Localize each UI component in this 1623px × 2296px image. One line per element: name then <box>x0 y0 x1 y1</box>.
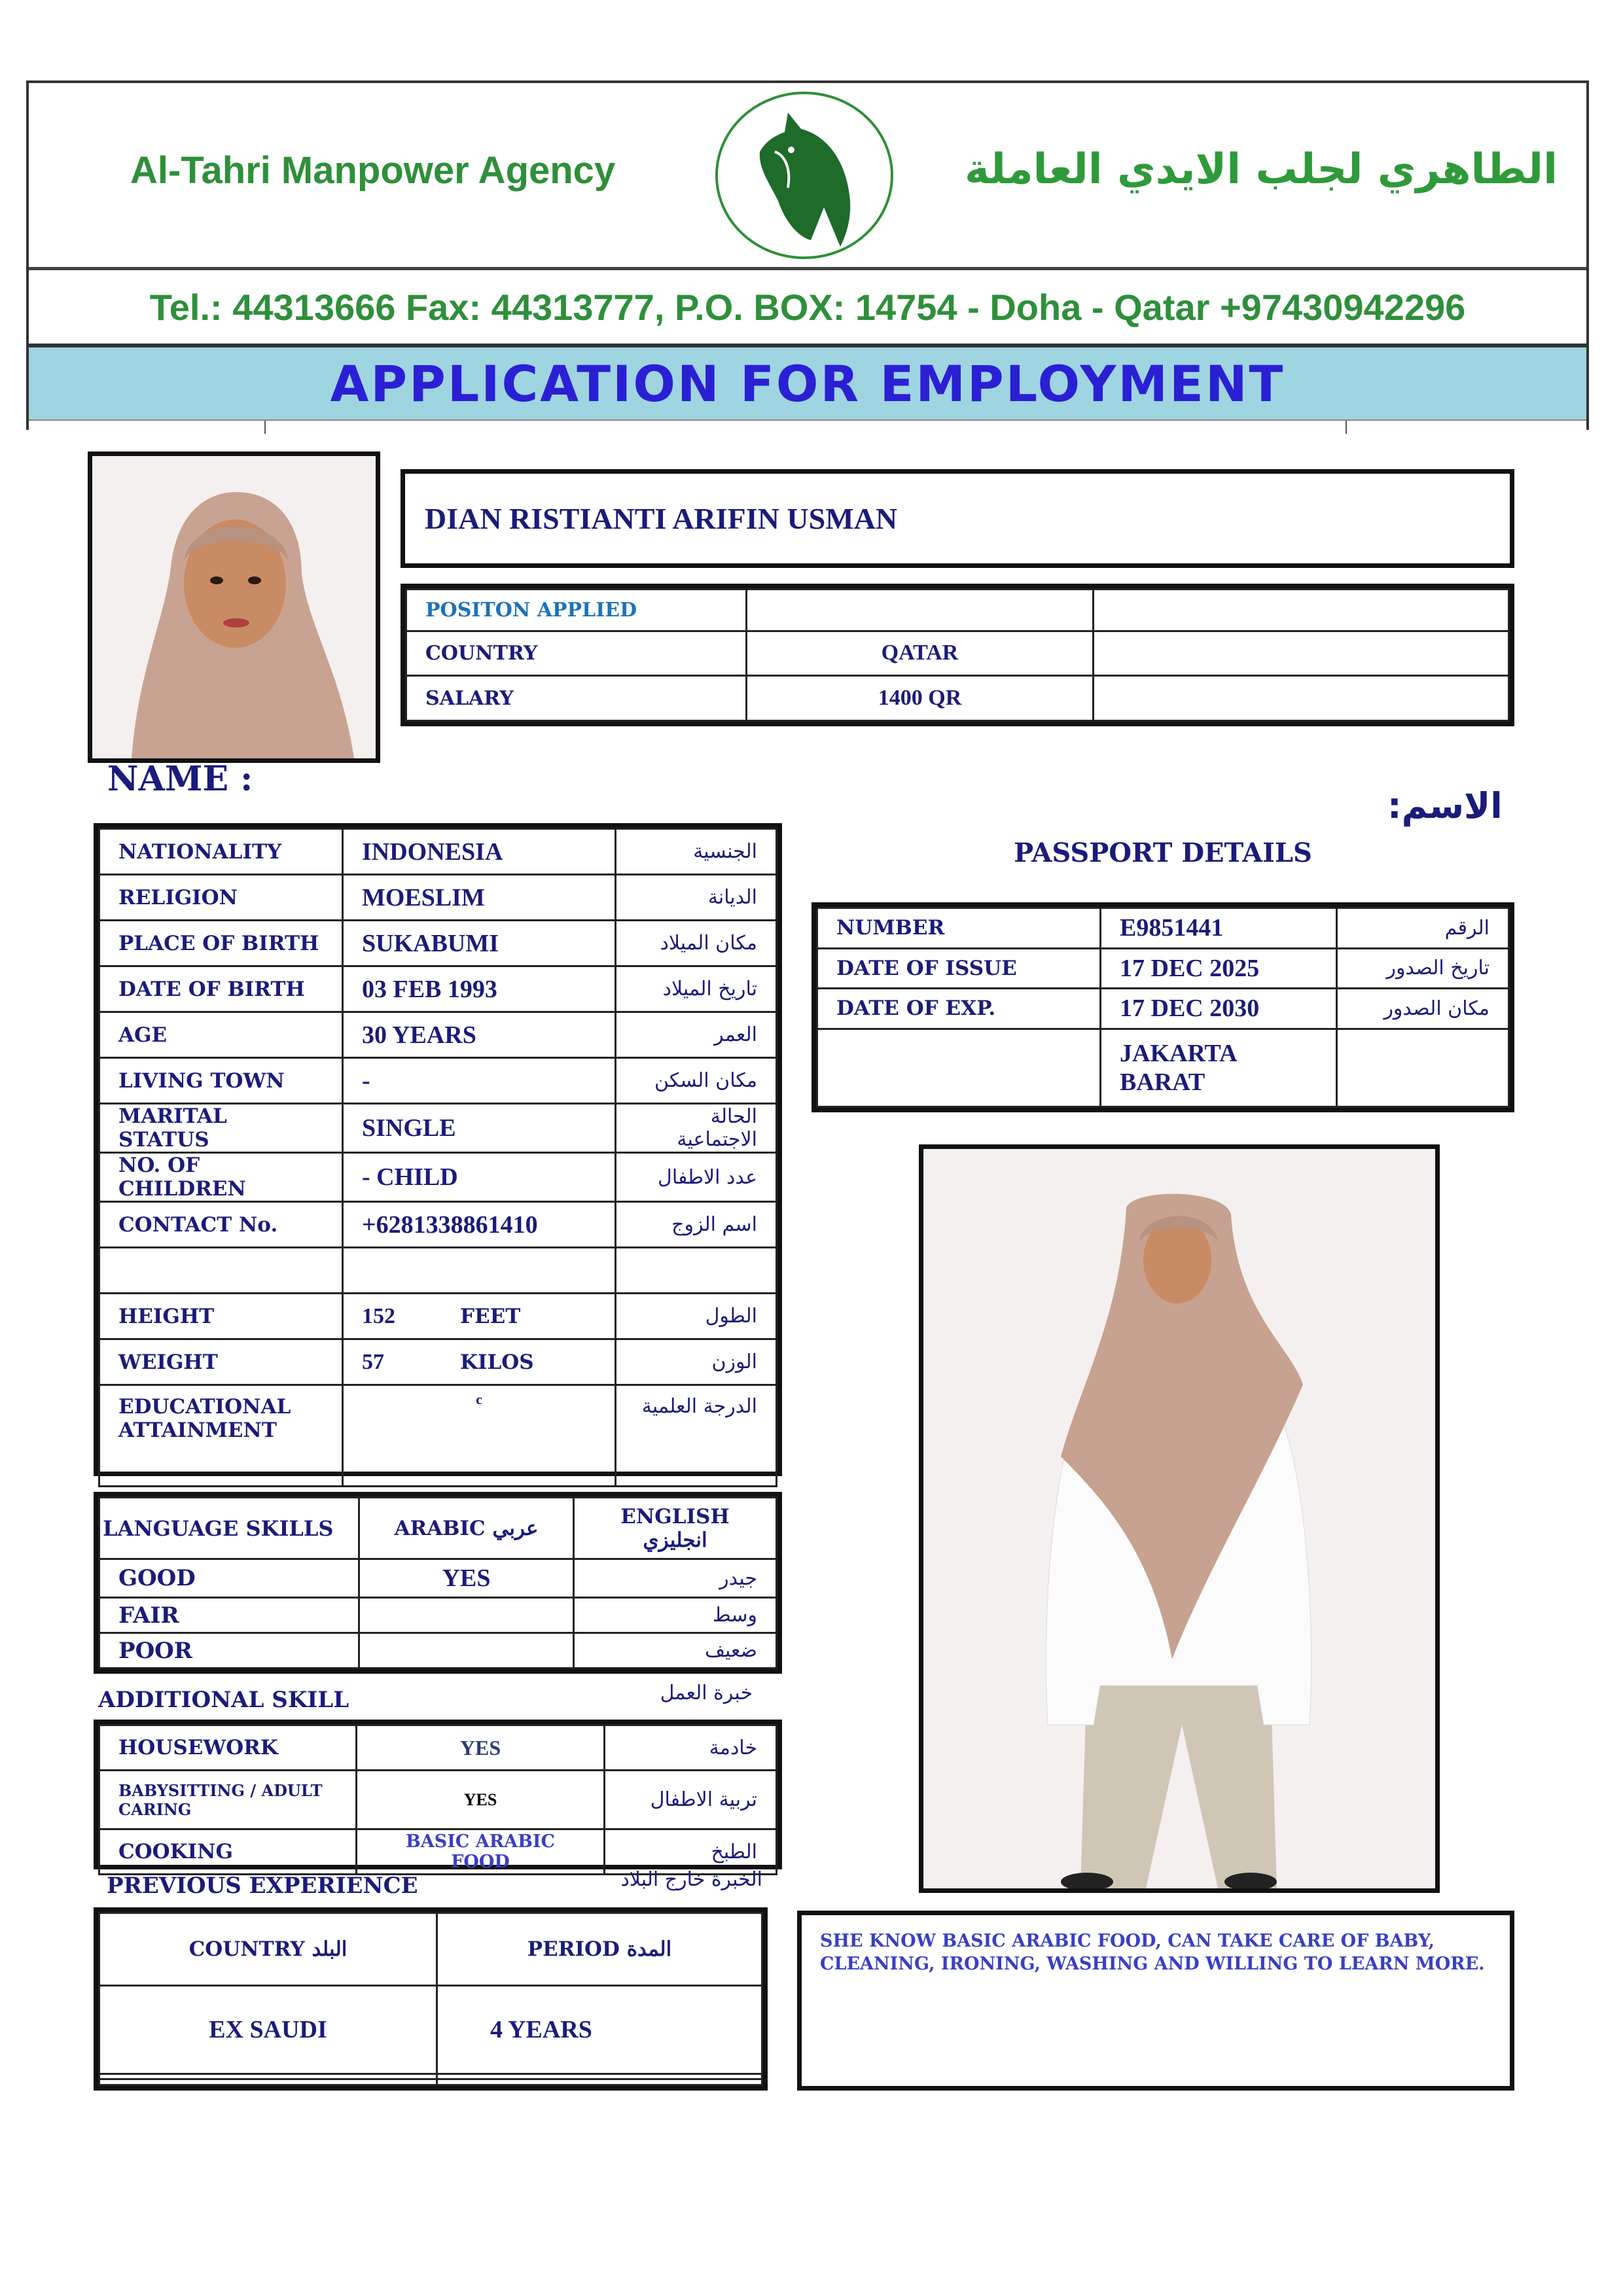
row-label: COOKING <box>99 1829 357 1875</box>
country-value <box>99 2074 437 2079</box>
row-label: NATIONALITY <box>99 829 343 875</box>
row-label: DATE OF EXP. <box>817 989 1101 1029</box>
row-label: WEIGHT <box>99 1339 343 1385</box>
table-row <box>99 1725 777 1771</box>
row-value: YES <box>357 1771 605 1829</box>
table-row <box>817 1029 1509 1106</box>
row-label-ar: اسم الزوج <box>616 1202 777 1248</box>
row-value: +6281338861410 <box>343 1202 616 1248</box>
position-table <box>401 584 1514 726</box>
country-header: COUNTRY البلد <box>99 1913 437 1986</box>
portrait-figure-icon <box>92 456 376 758</box>
period-value: 4 YEARS <box>437 1986 762 2074</box>
row-label-ar: الطول <box>616 1294 777 1339</box>
passport-details-title: PASSPORT DETAILS <box>1014 838 1312 868</box>
measure-value: 152 <box>362 1303 395 1328</box>
table-row <box>99 1498 777 1559</box>
period-header: PERIOD المدة <box>437 1913 762 1986</box>
row-label: GOOD <box>99 1559 359 1598</box>
table-row <box>817 989 1509 1029</box>
row-label-ar: الديانة <box>616 875 777 921</box>
passport-table <box>812 902 1514 1112</box>
row-label-ar: الرقم <box>1337 908 1509 949</box>
row-value: BASIC ARABIC FOOD <box>357 1829 605 1875</box>
row-label <box>817 1029 1101 1106</box>
row-label: HEIGHT <box>99 1294 343 1339</box>
row-label-ar: الدرجة العلمية <box>616 1385 777 1487</box>
row-label: PLACE OF BIRTH <box>99 921 343 966</box>
name-label-ar: الاسم: <box>1387 785 1503 826</box>
remarks-box <box>797 1911 1514 2091</box>
measure-unit: KILOS <box>460 1350 534 1374</box>
row-value: SUKABUMI <box>343 921 616 966</box>
row-label: DATE OF BIRTH <box>99 966 343 1012</box>
row-label-ar: الوزن <box>616 1339 777 1385</box>
row-value <box>343 1248 616 1294</box>
row-extra <box>1094 676 1509 721</box>
agency-name-en: Al-Tahri Manpower Agency <box>130 149 616 192</box>
row-label: DATE OF ISSUE <box>817 948 1101 989</box>
row-value: - <box>343 1058 616 1104</box>
table-row <box>99 829 777 875</box>
row-label-ar: وسط <box>574 1598 777 1633</box>
language-header-label: LANGUAGE SKILLS <box>99 1498 359 1559</box>
row-label-ar: تربية الاطفال <box>605 1771 777 1829</box>
row-label-ar: مكان الميلاد <box>616 921 777 966</box>
row-label: NO. OF CHILDREN <box>99 1153 343 1202</box>
table-row <box>406 631 1509 676</box>
row-value: - CHILD <box>343 1153 616 1202</box>
row-label: SALARY <box>406 676 747 721</box>
applicant-portrait-photo <box>88 451 380 763</box>
name-label: NAME : <box>107 759 253 799</box>
row-label: FAIR <box>99 1598 359 1633</box>
row-label: HOUSEWORK <box>99 1725 357 1771</box>
remarks-text: SHE KNOW BASIC ARABIC FOOD, CAN TAKE CARE OF BABY, CLEANING, IRONING, WASHING AND WILLING TO LEARN MORE. <box>820 1931 1485 1975</box>
table-row <box>99 1012 777 1058</box>
row-label-ar: الجنسية <box>616 829 777 875</box>
horse-logo-icon <box>713 90 896 261</box>
row-value: YES <box>357 1725 605 1771</box>
row-label: POOR <box>99 1633 359 1669</box>
full-body-figure-icon <box>923 1149 1435 1888</box>
table-row <box>99 2074 762 2079</box>
row-label-ar: مكان السكن <box>616 1058 777 1104</box>
form-title: APPLICATION FOR EMPLOYMENT <box>29 347 1586 419</box>
row-value: 17 DEC 2030 <box>1101 989 1337 1029</box>
measure-value: 57 <box>362 1349 384 1374</box>
table-row <box>99 1559 777 1598</box>
row-value: 03 FEB 1993 <box>343 966 616 1012</box>
row-label-ar: الطبخ <box>605 1829 777 1875</box>
row-value <box>747 590 1094 631</box>
table-row <box>99 1058 777 1104</box>
row-extra <box>1094 631 1509 676</box>
row-value: SINGLE <box>343 1104 616 1153</box>
table-row <box>406 590 1509 631</box>
row-label-ar: تاريخ الصدور <box>1337 948 1509 989</box>
language-header-english: ENGLISH انجليزي <box>574 1498 777 1559</box>
additional-skill-title-ar: خبرة العمل <box>660 1682 753 1704</box>
table-row <box>99 1104 777 1153</box>
previous-experience-title: PREVIOUS EXPERIENCE <box>107 1873 418 1899</box>
arabic-level-value <box>359 1633 574 1669</box>
table-row <box>99 1385 777 1487</box>
row-label-ar: جيدر <box>574 1559 777 1598</box>
table-row <box>99 1986 762 2074</box>
row-label-ar <box>616 1248 777 1294</box>
row-label: POSITON APPLIED <box>406 590 747 631</box>
row-value <box>343 1294 616 1339</box>
cropped-row-strip <box>29 419 1586 434</box>
additional-skill-title: ADDITIONAL SKILL <box>98 1687 349 1713</box>
table-row <box>99 921 777 966</box>
personal-details-table <box>94 823 782 1476</box>
row-value: INDONESIA <box>343 829 616 875</box>
row-extra <box>1094 590 1509 631</box>
table-row <box>99 1598 777 1633</box>
row-value: E9851441 <box>1101 908 1337 949</box>
row-label: MARITAL STATUS <box>99 1104 343 1153</box>
measure-unit: FEET <box>460 1304 521 1328</box>
additional-skills-table <box>94 1720 782 1872</box>
period-value <box>437 2074 762 2079</box>
row-label-ar: خادمة <box>605 1725 777 1771</box>
table-row <box>99 875 777 921</box>
row-value: MOESLIM <box>343 875 616 921</box>
row-value: 30 YEARS <box>343 1012 616 1058</box>
applicant-name-box <box>401 469 1514 568</box>
table-row <box>99 1248 777 1294</box>
row-label-ar <box>1337 1029 1509 1106</box>
row-label: COUNTRY <box>406 631 747 676</box>
row-label: EDUCATIONAL ATTAINMENT <box>99 1385 343 1487</box>
arabic-level-value <box>359 1598 574 1633</box>
table-row <box>817 948 1509 989</box>
period-value <box>437 2079 762 2085</box>
row-label-ar: تاريخ الميلاد <box>616 966 777 1012</box>
applicant-full-name: DIAN RISTIANTI ARIFIN USMAN <box>425 502 898 535</box>
table-row <box>99 1294 777 1339</box>
applicant-full-body-photo <box>919 1144 1440 1893</box>
row-label: BABYSITTING / ADULT CARING <box>99 1771 357 1829</box>
row-value: c <box>343 1385 616 1487</box>
table-row <box>99 1913 762 1986</box>
row-label-ar: الحالة الاجتماعية <box>616 1104 777 1153</box>
letterhead-logo-row <box>29 83 1586 270</box>
table-row <box>99 2079 762 2085</box>
letterhead <box>26 80 1589 430</box>
table-row <box>99 1202 777 1248</box>
row-label-ar: ضعيف <box>574 1633 777 1669</box>
table-row <box>99 1339 777 1385</box>
country-value <box>99 2079 437 2085</box>
row-value: JAKARTA BARAT <box>1101 1029 1337 1106</box>
table-row <box>99 1771 777 1829</box>
row-label-ar: العمر <box>616 1012 777 1058</box>
table-row <box>99 1153 777 1202</box>
country-value: EX SAUDI <box>99 1986 437 2074</box>
language-header-arabic: ARABIC عربي <box>359 1498 574 1559</box>
row-value <box>343 1339 616 1385</box>
row-label: AGE <box>99 1012 343 1058</box>
table-row <box>99 966 777 1012</box>
row-value: 1400 QR <box>747 676 1094 721</box>
row-value: QATAR <box>747 631 1094 676</box>
table-row <box>406 676 1509 721</box>
row-label: LIVING TOWN <box>99 1058 343 1104</box>
arabic-level-value: YES <box>359 1559 574 1598</box>
table-row <box>817 908 1509 949</box>
row-label <box>99 1248 343 1294</box>
row-label-ar: مكان الصدور <box>1337 989 1509 1029</box>
row-label: CONTACT No. <box>99 1202 343 1248</box>
row-label-ar: عدد الاطفال <box>616 1153 777 1202</box>
row-label: RELIGION <box>99 875 343 921</box>
contact-line: Tel.: 44313666 Fax: 44313777, P.O. BOX: 14754 - Doha - Qatar +97430942296 <box>29 270 1586 347</box>
language-skills-table <box>94 1492 782 1674</box>
table-row <box>99 1633 777 1669</box>
agency-name-ar: الطاهري لجلب الايدي العاملة <box>965 145 1558 194</box>
row-label: NUMBER <box>817 908 1101 949</box>
previous-experience-title-ar: الخبرة خارج البلاد <box>620 1868 762 1891</box>
experience-table <box>94 1907 768 2091</box>
row-value: 17 DEC 2025 <box>1101 948 1337 989</box>
